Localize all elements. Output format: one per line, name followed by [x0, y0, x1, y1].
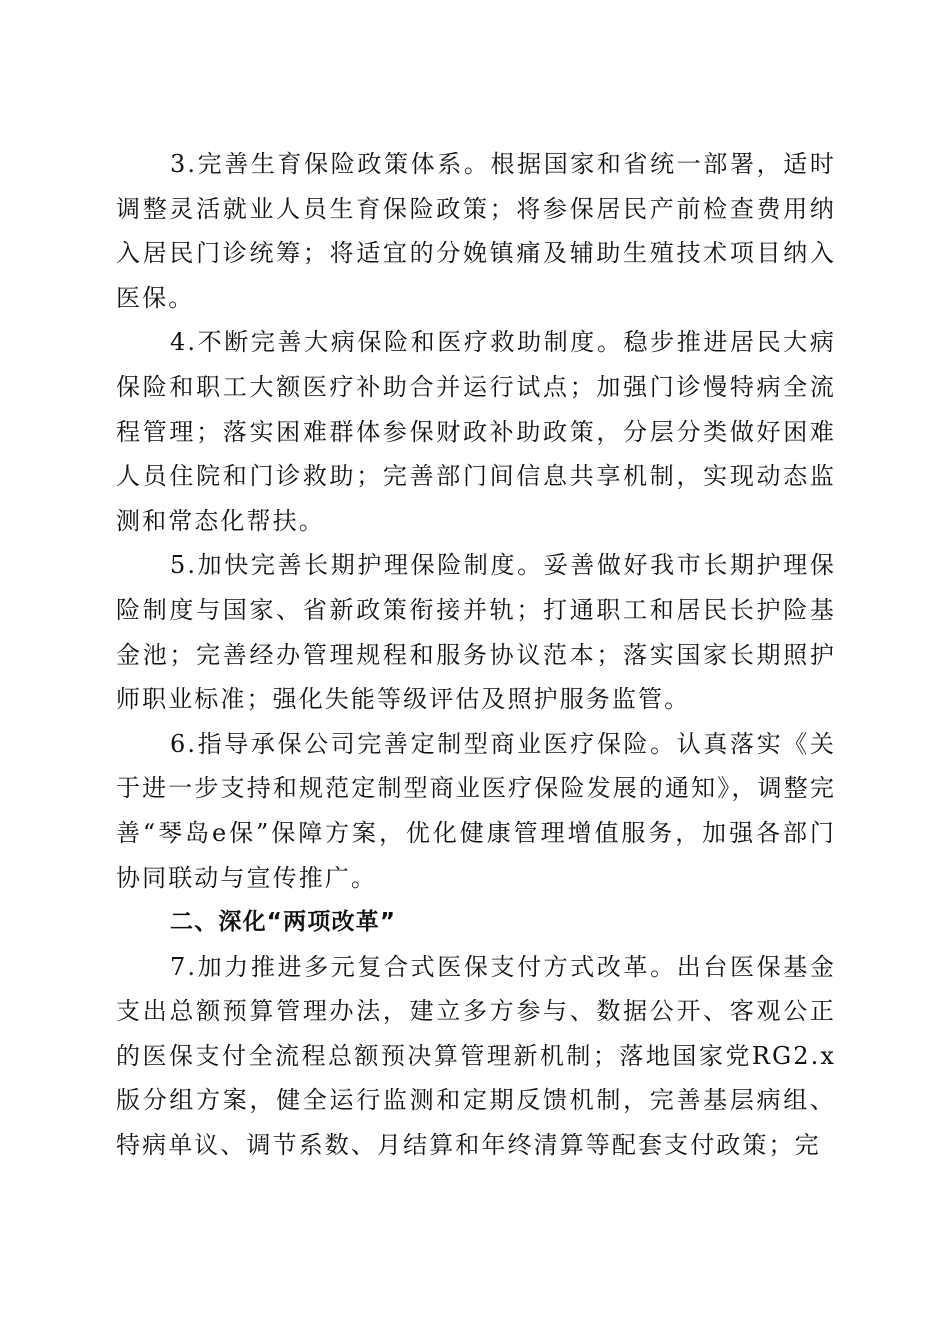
paragraph-6-commercial-medical-insurance: 6.指导承保公司完善定制型商业医疗保险。认真落实《关于进一步支持和规范定制型商业医疗保险发展的通知》，调整完善“琴岛e保”保障方案，优化健康管理增值服务，加强各部门协同联动与宣传推广。: [116, 729, 836, 892]
paragraph-3-maternity-insurance: 3.完善生育保险政策体系。根据国家和省统一部署，适时调整灵活就业人员生育保险政策；将参保居民产前检查费用纳入居民门诊统筹；将适宜的分娩镇痛及辅助生殖技术项目纳入医保。: [116, 150, 836, 312]
paragraph-5-long-term-care-insurance: 5.加快完善长期护理保险制度。妥善做好我市长期护理保险制度与国家、省新政策衔接并轨；打通职工和居民长护险基金池；完善经办管理规程和服务协议范本；落实国家长期照护师职业标准；强化失能等级评估及照护服务监管。: [116, 551, 836, 714]
document-body: [116, 142, 836, 1168]
section-heading: 二、深化“两项改革”: [170, 909, 397, 936]
paragraph-7-payment-reform: 7.加力推进多元复合式医保支付方式改革。出台医保基金支出总额预算管理办法，建立多方参与、数据公开、客观公正的医保支付全流程总额预决算管理新机制；落地国家党RG2.x版分组方案，健全运行监测和定期反馈机制，完善基层病组、特病单议、调节系数、月结算和年终清算等配套支付政策；完: [116, 952, 836, 1160]
paragraph-4-critical-illness-insurance: 4.不断完善大病保险和医疗救助制度。稳步推进居民大病保险和职工大额医疗补助合并运行试点；加强门诊慢特病全流程管理；落实困难群体参保财政补助政策，分层分类做好困难人员住院和门诊救助；完善部门间信息共享机制，实现动态监测和常态化帮扶。: [116, 328, 836, 535]
